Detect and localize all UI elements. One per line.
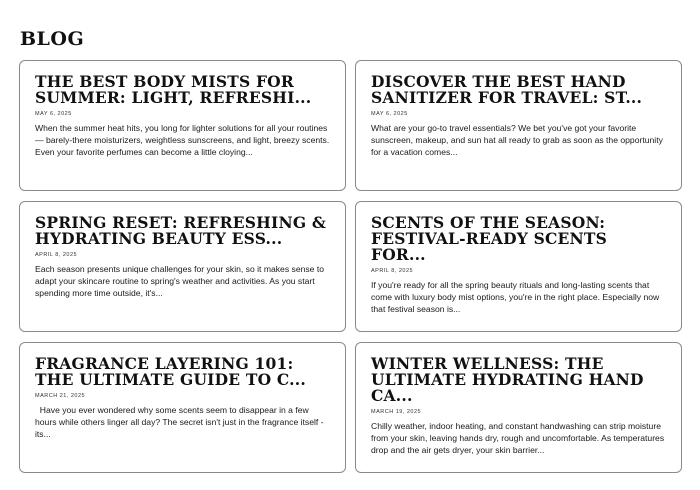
post-date: MARCH 21, 2025 — [35, 393, 86, 399]
post-excerpt: Each season presents unique challenges for your skin, so it makes sense to adapt your skincare routine to spring's weather and activities. As you start spending more time outside, it's... — [35, 264, 325, 298]
blog-post-card[interactable] — [355, 60, 682, 191]
post-title[interactable]: FRAGRANCE LAYERING 101: THE ULTIMATE GUIDE TO C... — [35, 354, 306, 389]
post-date: APRIL 8, 2025 — [35, 252, 78, 258]
post-date: MAY 6, 2025 — [371, 111, 408, 117]
post-title[interactable]: SCENTS OF THE SEASON: FESTIVAL-READY SCENTS FOR... — [371, 213, 608, 264]
post-date: MAY 6, 2025 — [35, 111, 72, 117]
blog-post-card[interactable] — [355, 342, 682, 473]
blog-post-card[interactable] — [355, 201, 682, 332]
post-title[interactable]: SPRING RESET: REFRESHING & HYDRATING BEAUTY ESS... — [35, 213, 327, 248]
page-title: BLOG — [20, 28, 85, 50]
post-excerpt: Have you ever wondered why some scents seem to disappear in a few hours while others linger all day? The secret isn't just in the fragrance itself - its... — [35, 405, 326, 439]
post-title[interactable]: WINTER WELLNESS: THE ULTIMATE HYDRATING HAND CA... — [371, 354, 644, 405]
post-title[interactable]: DISCOVER THE BEST HAND SANITIZER FOR TRAVEL: ST... — [371, 72, 643, 107]
blog-post-card[interactable] — [19, 342, 346, 473]
post-excerpt: If you're ready for all the spring beauty rituals and long-lasting scents that come with luxury body mist options, you're in the right place. Especially now that festival season is... — [371, 280, 660, 314]
post-excerpt: When the summer heat hits, you long for lighter solutions for all your routines — barely-there moisturizers, weightless sunscreens, and light, breezy scents. Even your favorite perfumes can become a little cloying... — [35, 123, 330, 157]
blog-post-grid — [19, 60, 682, 473]
post-title[interactable]: THE BEST BODY MISTS FOR SUMMER: LIGHT, REFRESHI... — [35, 72, 312, 107]
post-date: MARCH 19, 2025 — [371, 409, 422, 415]
post-excerpt: What are your go-to travel essentials? We bet you've got your favorite sunscreen, makeup, and sun hat all ready to grab as soon as the opportunity for a vacation comes... — [371, 123, 663, 157]
post-date: APRIL 8, 2025 — [371, 268, 414, 274]
post-excerpt: Chilly weather, indoor heating, and constant handwashing can strip moisture from your skin, leaving hands dry, rough and uncomfortable. As temperatures drop and the air gets dryer, your skin barrier... — [371, 421, 665, 455]
blog-post-card[interactable] — [19, 201, 346, 332]
blog-post-card[interactable] — [19, 60, 346, 191]
